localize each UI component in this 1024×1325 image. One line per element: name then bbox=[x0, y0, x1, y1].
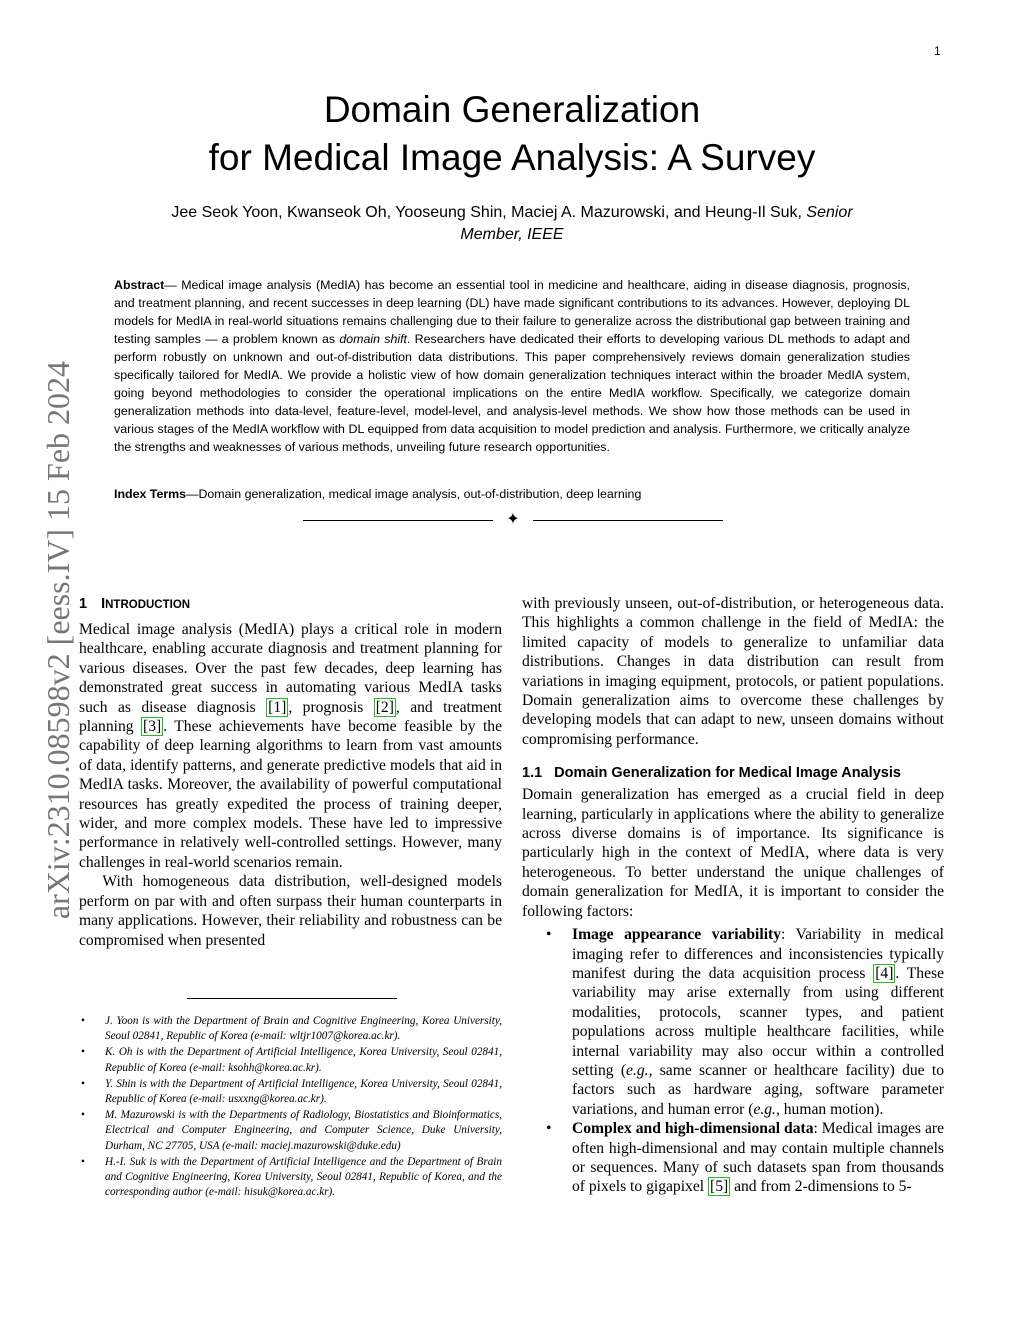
list-item-text: , same scanner or healthcare facility) due to factors such as hardware aging, software parameter variations, and human error ( bbox=[572, 1061, 944, 1118]
bullet-icon: • bbox=[546, 926, 552, 944]
title-line-1: Domain Generalization bbox=[323, 89, 701, 130]
list-item-text: . These variability may arise externally from using different modalities, protocols, scanner types, and patient populations across multiple healthcare facilities, while internal variability may also occur within a controlled setting ( bbox=[572, 964, 945, 1079]
section-title-first: I bbox=[101, 596, 106, 612]
footnote-item bbox=[79, 1045, 502, 1075]
index-terms-label: Index Terms bbox=[114, 487, 187, 501]
intro-p1-text-a: Medical image analysis (MedIA) plays a critical role in modern healthcare, enabling accurate diagnosis and treatment planning for various diseases. Over the past few decades, deep learning has demonstrated great success in automating various MedIA tasks such as disease diagnosis bbox=[79, 621, 502, 716]
abstract-text-1: Medical image analysis (MedIA) has become an essential tool in medicine and healthcare, aiding in disease diagnosis, prognosis, and treatment planning, and recent successes in deep learning (DL) have made significant contributions to its advances. However, deploying DL models for MedIA in real-world situations remains challenging due to their failure to generalize across the distributional gap between training and testing samples — a problem known as bbox=[114, 278, 910, 346]
footnote-rule bbox=[187, 998, 397, 999]
intro-p1-text-b: , prognosis bbox=[288, 698, 374, 716]
intro-p1-text-c: , and treatment planning bbox=[79, 698, 503, 736]
citation-3[interactable]: [3] bbox=[143, 718, 162, 736]
citation-2[interactable]: [2] bbox=[375, 698, 394, 716]
section-heading-introduction bbox=[79, 594, 502, 615]
author-list bbox=[110, 202, 914, 246]
section-divider bbox=[303, 511, 723, 531]
author-names: Jee Seok Yoon, Kwanseok Oh, Yooseung Shin, Maciej A. Mazurowski, and Heung-Il Suk, bbox=[171, 204, 802, 221]
citation-5[interactable]: [5] bbox=[710, 1178, 729, 1196]
subsection-paragraph-1: Domain generalization has emerged as a crucial field in deep learning, particularly in applications where the ability to generalize across diverse domains is of importance. Its significance is particularly high in the context of MedIA, where data is very heterogeneous. To better understand the unique challenges of domain generalization for MedIA, it is important to consider the following factors: bbox=[522, 786, 944, 920]
citation-4[interactable]: [4] bbox=[875, 964, 894, 982]
abstract-dash: — bbox=[164, 278, 182, 292]
bullet-icon: • bbox=[81, 1155, 85, 1168]
footnote-text: M. Mazurowski is with the Departments of Radiology, Biostatistics and Bioinformatics, Electrical and Computer Engineering, and Computer Science, Duke University, Durham, NC 27705, USA (e-mail: maciej.mazurowski@duke.edu) bbox=[105, 1109, 502, 1152]
footnote-text: H.-I. Suk is with the Department of Artificial Intelligence and the Department of Brain and Cognitive Engineering, Korea University, Seoul 02841, Republic of Korea, and the corresponding author (e-mail: hisuk@korea.ac.kr). bbox=[105, 1155, 502, 1199]
list-item-title: Image appearance variability bbox=[572, 926, 782, 944]
list-item-text: and from 2-dimensions to 5- bbox=[730, 1178, 912, 1196]
index-terms bbox=[114, 485, 910, 503]
page-number: 1 bbox=[934, 44, 941, 58]
list-item-text: : Variability in medical imaging refer to differences and inconsistencies typically manifest during the data acquisition process bbox=[572, 926, 944, 982]
footnote-item bbox=[79, 1155, 502, 1201]
abstract-emphasis: domain shift bbox=[339, 332, 407, 346]
divider-line-right bbox=[533, 520, 723, 521]
footnote-text: Y. Shin is with the Department of Artificial Intelligence, Korea University, Seoul 02841, Republic of Korea (e-mail: usxxng@korea.ac.kr). bbox=[105, 1077, 502, 1106]
intro-paragraph-2-continued: with previously unseen, out-of-distribution, or heterogeneous data. This highlights a common challenge in the field of MedIA: the limited capacity of models to generalize to unfamiliar data distributions. Changes in data distribution can result from variations in imaging equipment, protocols, or patient populations. Domain generalization aims to overcome these challenges by developing models that can adapt to new, unseen domains without compromising performance. bbox=[522, 595, 944, 748]
right-column bbox=[522, 594, 944, 1197]
bullet-icon: • bbox=[81, 1109, 85, 1122]
index-terms-text: —Domain generalization, medical image analysis, out-of-distribution, deep learning bbox=[186, 487, 642, 501]
factor-list bbox=[522, 925, 944, 1197]
abstract-label: Abstract bbox=[114, 278, 165, 292]
footnote-item bbox=[79, 1108, 502, 1154]
list-item-emphasis: e.g. bbox=[753, 1100, 776, 1118]
bullet-icon: • bbox=[81, 1015, 85, 1027]
list-item bbox=[522, 925, 944, 1119]
bullet-icon: • bbox=[546, 1120, 552, 1138]
section-title-rest: NTRODUCTION bbox=[105, 599, 191, 611]
subsection-heading bbox=[522, 763, 944, 783]
list-item-title: Complex and high-dimensional data bbox=[572, 1120, 814, 1138]
abstract bbox=[114, 276, 910, 456]
bullet-icon: • bbox=[81, 1077, 85, 1090]
list-item-text: , human motion). bbox=[775, 1100, 884, 1118]
author-member: Member, IEEE bbox=[460, 226, 564, 243]
intro-p1-text-d: . These achievements have become feasible by the capability of deep learning algorithms to learn from vast amounts of data, identify patterns, and generate predictive models that aid in MedIA tasks. Moreover, the availability of powerful computational resources has greatly expedited the process of training deeper, wider, and more complex models. These have led to impressive performance in relatively well-controlled settings. However, many challenges in real-world scenarios remain. bbox=[79, 718, 502, 871]
section-number: 1 bbox=[79, 596, 88, 612]
author-footnotes bbox=[79, 1014, 502, 1201]
divider-line-left bbox=[303, 520, 493, 521]
citation-1[interactable]: [1] bbox=[268, 698, 287, 716]
title-line-2: for Medical Image Analysis: A Survey bbox=[208, 137, 816, 178]
abstract-text-2: . Researchers have dedicated their efforts to developing various DL methods to adapt and perform robustly on unknown and out-of-distribution data distributions. This paper comprehensively reviews domain generalization studies specifically tailored for MedIA. We provide a holistic view of how domain generalization techniques interact within the broader MedIA system, going beyond methodologies to consider the operational implications on the entire MedIA workflow. Specifically, we categorize domain generalization methods into data-level, feature-level, model-level, and analysis-level methods. We show how those methods can be used in various stages of the MedIA workflow with DL equipped from data acquisition to model prediction and analysis. Furthermore, we critically analyze the strengths and weaknesses of various methods, unveiling future research opportunities. bbox=[114, 332, 910, 454]
author-senior: Senior bbox=[806, 204, 853, 221]
subsection-number: 1.1 bbox=[522, 765, 543, 782]
list-item-text: : Medical images are often high-dimensional and may contain multiple channels or sequences. Many of such datasets span from thousands of pixels to gigapixel bbox=[572, 1120, 944, 1196]
footnote-item bbox=[79, 1014, 502, 1044]
list-item bbox=[522, 1119, 944, 1197]
footnote-text: J. Yoon is with the Department of Brain and Cognitive Engineering, Korea University, Seoul 02841, Republic of Korea (e-mail: wltjr1007@korea.ac.kr). bbox=[105, 1015, 502, 1043]
left-column bbox=[79, 594, 502, 950]
paper-title bbox=[100, 86, 924, 182]
intro-paragraph-1 bbox=[79, 620, 502, 872]
list-item-emphasis: e.g. bbox=[626, 1061, 649, 1079]
footnote-item bbox=[79, 1077, 502, 1107]
arxiv-stamp[interactable]: arXiv:2310.08598v2 [eess.IV] 15 Feb 2024 bbox=[40, 360, 76, 920]
divider-star-icon: ✦ bbox=[506, 509, 520, 528]
bullet-icon: • bbox=[81, 1046, 85, 1059]
footnote-text: K. Oh is with the Department of Artificial Intelligence, Korea University, Seoul 02841, Republic of Korea (e-mail: ksohh@korea.ac.kr). bbox=[105, 1046, 502, 1074]
subsection-title: Domain Generalization for Medical Image Analysis bbox=[554, 765, 901, 782]
intro-paragraph-2: With homogeneous data distribution, well-designed models perform on par with and often surpass their human counterparts in many applications. However, their reliability and robustness can be compromised when presented bbox=[79, 873, 502, 949]
